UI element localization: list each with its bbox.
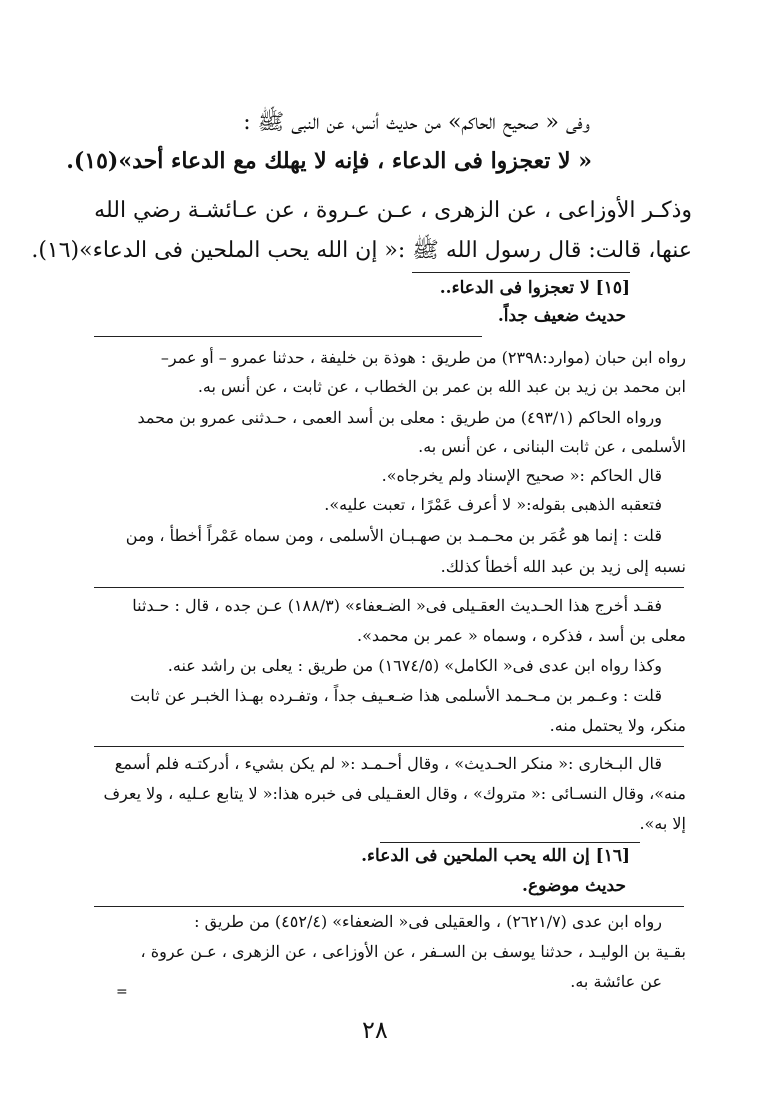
hadith-quote-line: « لا تعجزوا فى الدعاء ، فإنه لا يهلك مع الدعاء أحد»(١٥). xyxy=(66,148,592,174)
note-line: نسبه إلى زيد بن عبد الله أخطأ كذلك. xyxy=(440,557,686,576)
note-line: منكر، ولا يحتمل منه. xyxy=(549,716,686,735)
note-line: الأسلمى ، عن ثابت البنانى ، عن أنس به. xyxy=(418,437,686,456)
note-header-rule xyxy=(380,842,640,843)
note-line: فقـد أخرج هذا الحـديث العقـيلى فى« الضـعفاء» (١٨٨/٣) عـن جده ، قال : حـدثنا xyxy=(132,596,662,615)
note-line: بقـية بن الوليـد ، حدثنا يوسف بن السـفر ، عن الأوزاعى ، عن الزهرى ، عـن عروة ، xyxy=(140,942,686,961)
note-heading: [١٥] لا تعجزوا فى الدعاء.. xyxy=(439,278,630,298)
note-line: قلت : وعـمر بن مـحـمد الأسلمى هذا ضـعـيف جداً ، وتفـرده بهـذا الخبـر عن ثابت xyxy=(130,686,662,705)
note-line: فتعقبه الذهبى بقوله:« لا أعرف عَمْرًا ، تعبت عليه». xyxy=(324,495,662,514)
note-header-rule xyxy=(412,272,630,273)
note-line: إلا به». xyxy=(639,814,686,833)
main-text-line: وفى « صحيح الحاكم» من حديث أنس، عن النبى ﷺ : xyxy=(243,110,590,135)
page-number: ٢٨ xyxy=(362,1016,388,1044)
note-divider xyxy=(94,587,684,588)
note-line: رواه ابن حبان (موارد:٢٣٩٨) من طريق : هوذة بن خليفة ، حدثنا عمرو – أو عمر– xyxy=(160,348,686,367)
note-line: وكذا رواه ابن عدى فى« الكامل» (١٦٧٤/٥) من طريق : يعلى بن راشد عنه. xyxy=(167,656,662,675)
note-line: قال البـخارى :« منكر الحـديث» ، وقال أحـمـد :« لم يكن بشيء ، أدركتـه فلم أسمع xyxy=(114,754,662,773)
note-divider xyxy=(94,336,482,337)
note-line: قال الحاكم :« صحيح الإسناد ولم يخرجاه». xyxy=(381,466,662,485)
note-grade: حديث ضعيف جداً. xyxy=(497,306,626,326)
main-text-line: وذكـر الأوزاعى ، عن الزهرى ، عـن عـروة ، عن عـائشـة رضي الله xyxy=(94,198,692,223)
note-line: ورواه الحاكم (٤٩٣/١) من طريق : معلى بن أسد العمى ، حـدثنى عمرو بن محمد xyxy=(137,408,662,427)
note-line: عن عائشة به. xyxy=(570,972,662,991)
note-line: منه»، وقال النسـائى :« متروك» ، وقال العقـيلى فى خبره هذا:« لا يتابع عـليه ، ولا يعرف xyxy=(103,784,686,803)
note-divider xyxy=(94,906,684,907)
note-line: معلى بن أسد ، فذكره ، وسماه « عمر بن محمد». xyxy=(357,626,686,645)
note-grade: حديث موضوع. xyxy=(522,876,626,896)
note-line: قلت : إنما هو عُمَر بن محـمـد بن صهـبـان الأسلمى ، ومن سماه عَمْراً أخطأ ، ومن xyxy=(125,526,662,545)
continuation-mark: = xyxy=(116,984,128,1000)
note-line: رواه ابن عدى (٢٦٢١/٧) ، والعقيلى فى« الضعفاء» (٤٥٢/٤) من طريق : xyxy=(194,912,662,931)
note-line: ابن محمد بن زيد بن عبد الله بن عمر بن الخطاب ، عن ثابت ، عن أنس به. xyxy=(197,377,686,396)
note-heading: [١٦] إن الله يحب الملحين فى الدعاء. xyxy=(361,846,630,866)
main-text-line: عنها، قالت: قال رسول الله ﷺ :« إن الله يحب الملحين فى الدعاء»(١٦). xyxy=(31,238,692,263)
note-divider xyxy=(94,746,684,747)
